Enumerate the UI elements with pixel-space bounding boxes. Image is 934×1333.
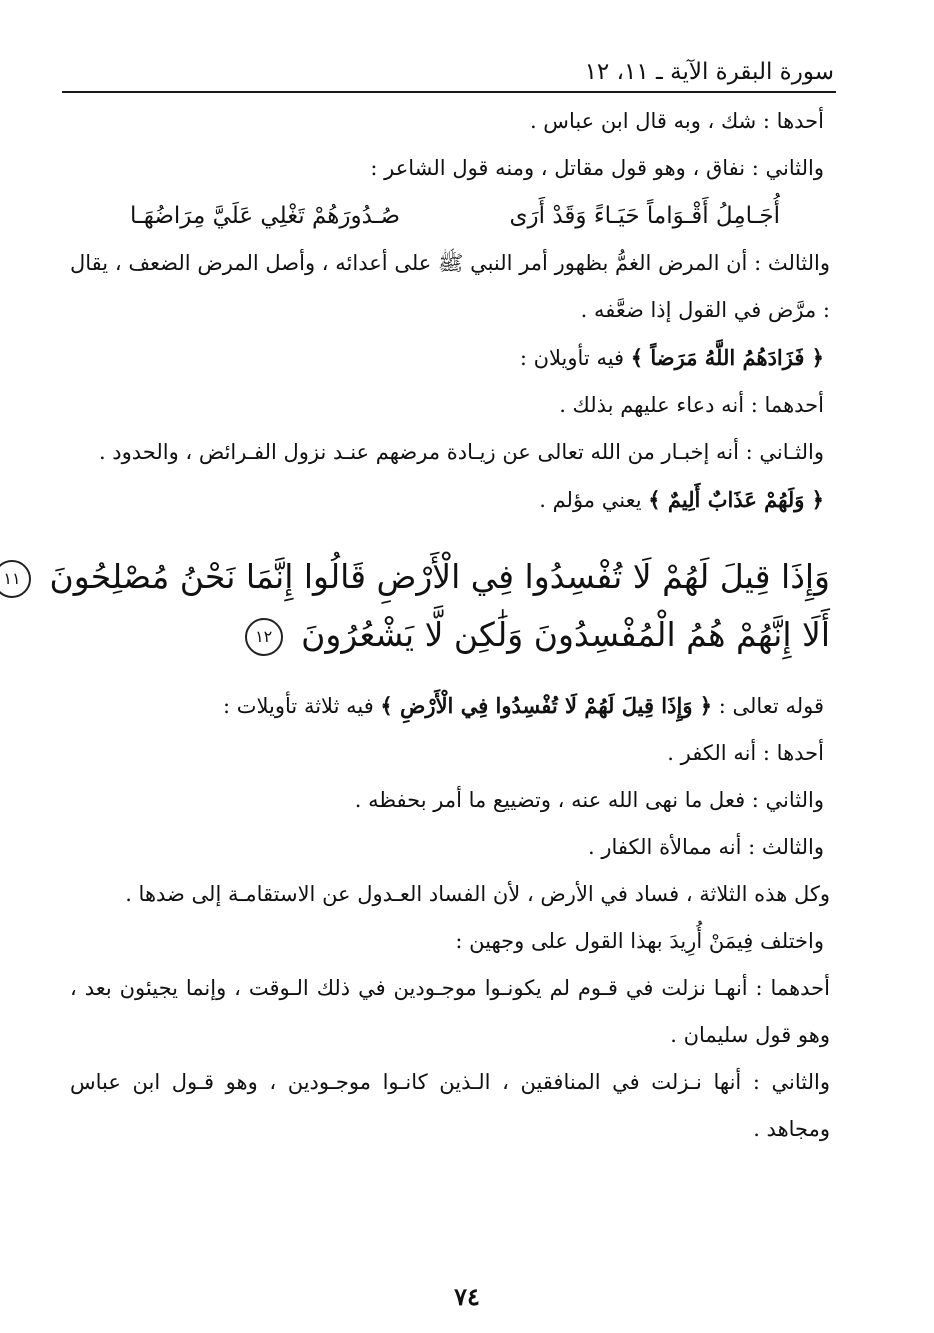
quran-quote: ﴿ وَإِذَا قِيلَ لَهُمْ لَا تُفْسِدُوا فِي الْأَرْضِ ﴾ [380, 693, 713, 718]
paragraph: والثاني : نفاق ، وهو قول مقاتل ، ومنه قول الشاعر : [370, 156, 824, 180]
paragraph: واختلف فِيمَنْ أُرِيدَ بهذا القول على وجهين : [455, 929, 824, 953]
paragraph: أحدهما : أنهـا نزلت في قـوم لم يكونـوا موجـودين في ذلك الـوقت ، وإنما يجيئون بعد ، وهو قول سليمان . [70, 976, 830, 1047]
header-rule [62, 91, 836, 93]
paragraph: أحدها : أنه الكفر . [667, 741, 824, 765]
quran-quote: ﴿ وَلَهُمْ عَذَابٌ أَلِيمٌ ﴾ [648, 487, 824, 512]
paragraph [70, 476, 830, 524]
paragraph-text: فيه تأويلان : [519, 346, 631, 370]
page-body [3, 98, 830, 1153]
ayah-number-icon: ١٢ [245, 618, 283, 656]
verse-first-hemistich: أُجَـامِلُ أَقْـوَاماً حَيَـاءً وَقَدْ أَرَى [509, 203, 780, 229]
page-number: ٧٤ [454, 1282, 480, 1311]
paragraph: وكل هذه الثلاثة ، فساد في الأرض ، لأن الفساد العـدول عن الاستقامـة إلى ضدها . [125, 882, 830, 906]
quran-verse-line [70, 606, 830, 664]
paragraph: والثالث : أن المرض الغمُّ بظهور أمر النبي ﷺ على أعدائه ، وأصل المرض الضعف ، يقال : مرَّض في القول إذا ضعَّفه . [70, 251, 830, 322]
quran-verse-text: وَإِذَا قِيلَ لَهُمْ لَا تُفْسِدُوا فِي الْأَرْضِ قَالُوا إِنَّمَا نَحْنُ مُصْلِحُونَ [49, 557, 830, 596]
quran-verse-line [3, 548, 830, 606]
quran-quote: ﴿ فَزَادَهُمُ اللَّهُ مَرَضاً ﴾ [630, 345, 824, 370]
paragraph: والثاني : أنها نـزلت في المنافقين ، الـذين كانـوا موجـودين ، وهو قـول ابن عباس ومجاهد . [70, 1070, 830, 1141]
quran-verse-text: أَلَا إِنَّهُمْ هُمُ الْمُفْسِدُونَ وَلَٰكِن لَّا يَشْعُرُونَ [301, 615, 830, 654]
paragraph: والثـاني : أنه إخبـار من الله تعالى عن زيـادة مرضهم عنـد نزول الفـرائض ، والحدود . [98, 440, 824, 464]
paragraph: والثاني : فعل ما نهى الله عنه ، وتضييع ما أمر بحفظه . [354, 788, 824, 812]
paragraph: والثالث : أنه ممالأة الكفار . [588, 835, 824, 859]
verse-second-hemistich: صُـدُورَهُمْ تَغْلِي عَلَيَّ مِرَاضُهَـا [130, 203, 400, 229]
quran-verses-block [3, 548, 830, 664]
paragraph [70, 682, 830, 730]
paragraph: أحدها : شك ، وبه قال ابن عباس . [529, 109, 824, 133]
paragraph-text: فيه ثلاثة تأويلات : [223, 694, 381, 718]
paragraph [70, 334, 830, 382]
paragraph-text: يعني مؤلم . [539, 488, 649, 512]
ayah-number-icon: ١١ [0, 560, 31, 598]
running-header-title: سورة البقرة الآية ـ ١١، ١٢ [584, 59, 834, 85]
running-header [62, 52, 834, 92]
poetry-verse [70, 192, 830, 240]
paragraph-text: قوله تعالى : [712, 694, 824, 718]
paragraph: أحدهما : أنه دعاء عليهم بذلك . [559, 393, 824, 417]
